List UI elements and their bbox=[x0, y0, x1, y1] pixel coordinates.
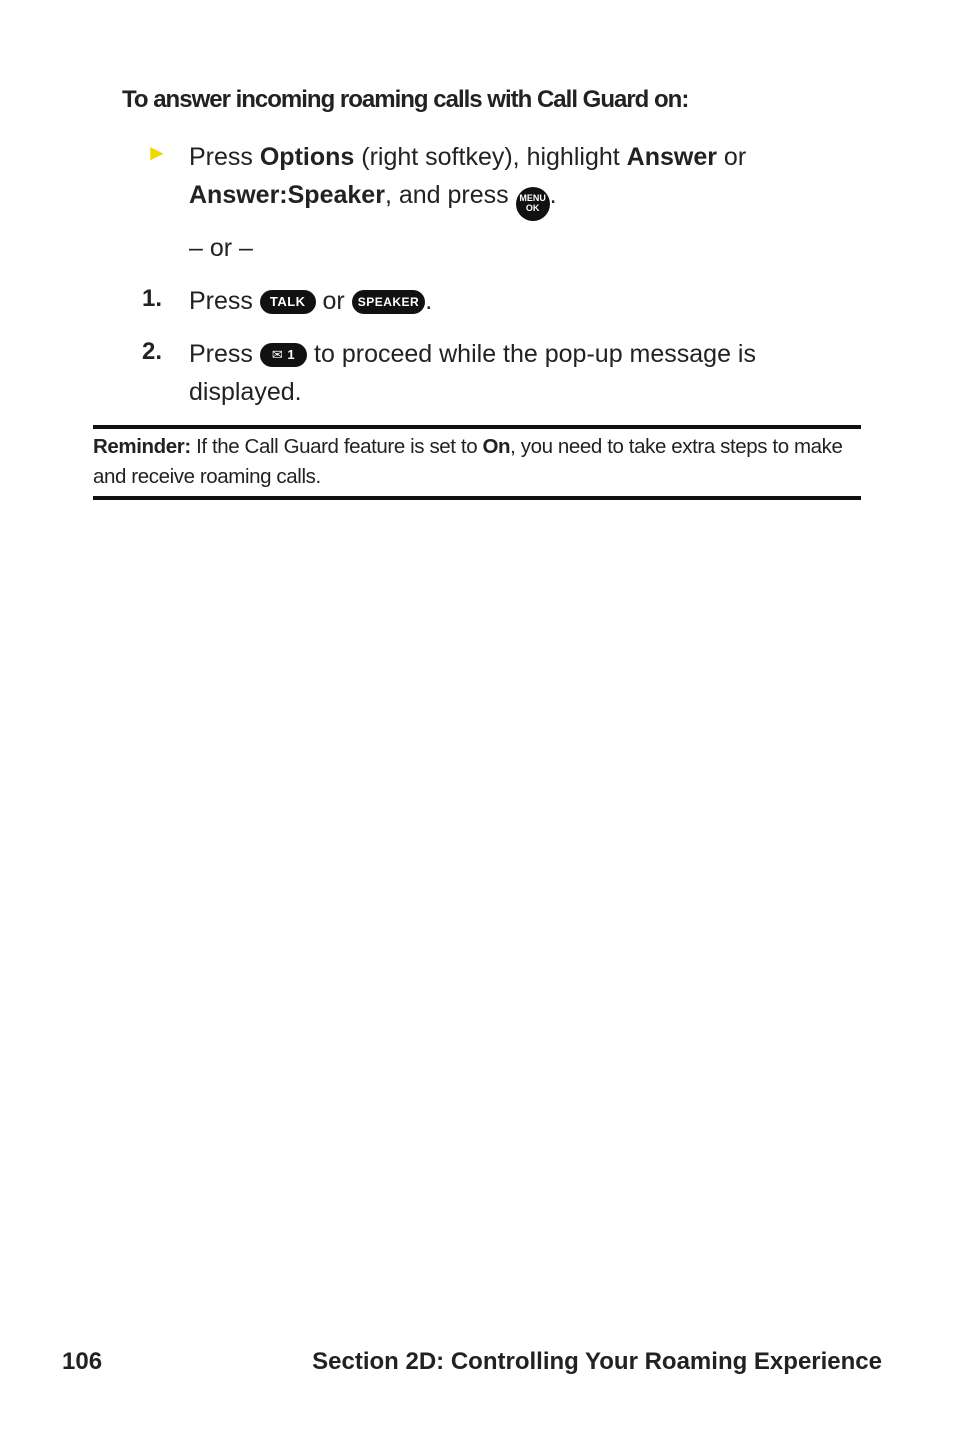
bullet-step: Press Options (right softkey), highlight Answer or Answer:Speaker, and press MENU OK . bbox=[189, 138, 829, 221]
talk-key-icon: TALK bbox=[260, 290, 316, 314]
step-1: Press TALK or SPEAKER . bbox=[189, 287, 433, 315]
on-term: On bbox=[482, 435, 511, 458]
reminder-label: Reminder: bbox=[93, 435, 191, 458]
envelope-1-key-icon: ✉ 1 bbox=[260, 343, 307, 367]
options-term: Options bbox=[259, 143, 355, 171]
section-heading: To answer incoming roaming calls with Call Guard on: bbox=[122, 86, 689, 113]
step-number: 2. bbox=[142, 338, 163, 365]
answer-term: Answer bbox=[626, 143, 717, 171]
reminder-top-rule bbox=[93, 425, 861, 429]
text: (right softkey), highlight bbox=[361, 143, 620, 171]
section-footer: Section 2D: Controlling Your Roaming Experience bbox=[312, 1348, 882, 1375]
or-separator: – or – bbox=[189, 234, 253, 262]
answer-speaker-term: Answer:Speaker bbox=[189, 181, 385, 209]
text: , and press bbox=[384, 181, 509, 209]
speaker-key-icon: SPEAKER bbox=[352, 290, 426, 314]
reminder-box: Reminder: If the Call Guard feature is set to On, you need to take extra steps to make and receive roaming calls. bbox=[93, 435, 843, 488]
bullet-arrow-icon: ► bbox=[146, 140, 168, 165]
text: or bbox=[723, 143, 747, 171]
page-number: 106 bbox=[62, 1348, 103, 1375]
reminder-bottom-rule bbox=[93, 496, 861, 500]
step-2: Press ✉ 1 to proceed while the pop-up message is displayed. bbox=[189, 340, 756, 406]
text: Press bbox=[189, 143, 253, 171]
menu-ok-key-icon: MENU OK bbox=[516, 187, 550, 221]
step-number: 1. bbox=[142, 285, 163, 312]
